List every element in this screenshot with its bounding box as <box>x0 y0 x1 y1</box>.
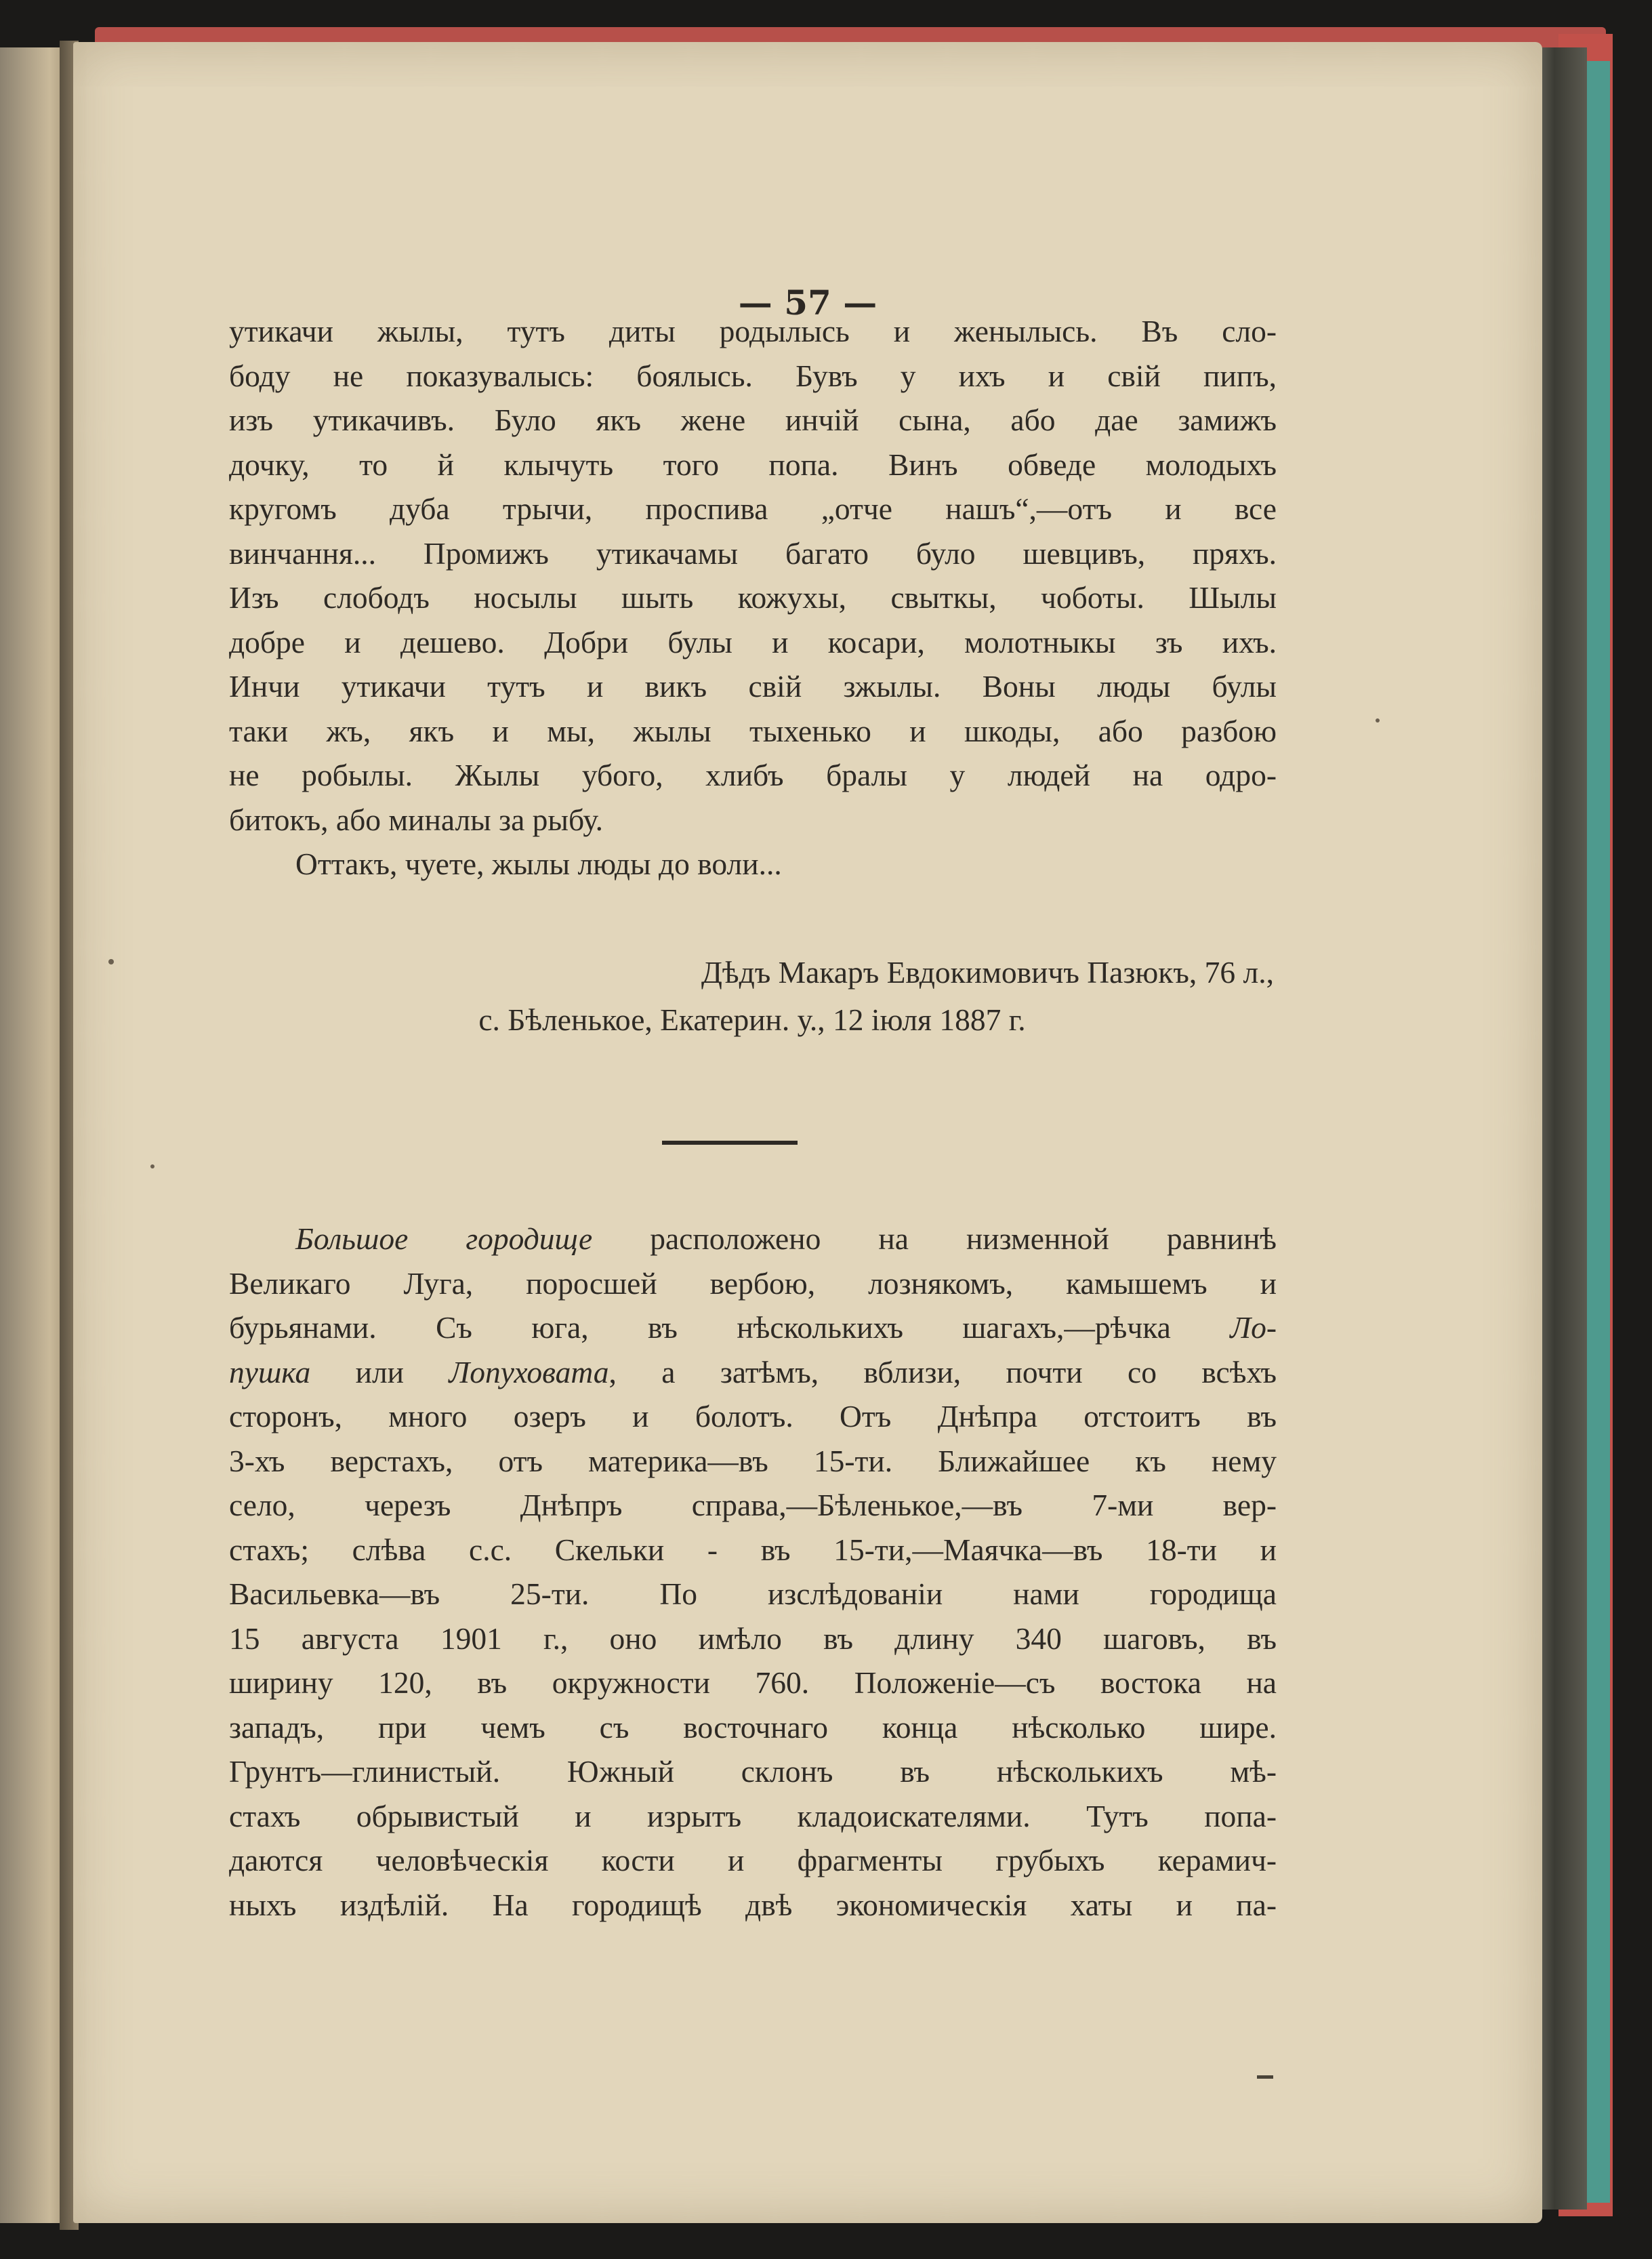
narrator-place-date: с. Бѣленькое, Екатерин. у., 12 іюля 1887 г. <box>478 1002 1026 1037</box>
ink-mark <box>1257 2075 1273 2079</box>
story-line: дочку, то й клычуть того попа. Винъ обведе молодыхъ <box>229 447 1277 482</box>
article-line: западъ, при чемъ съ восточнаго конца нѣсколько шире. <box>229 1709 1277 1745</box>
article-line-text: , а затѣмъ, вблизи, почти со всѣхъ <box>608 1354 1277 1389</box>
ink-speck <box>1376 718 1380 723</box>
story-line: изъ утикачивъ. Було якъ жене инчій сына, або дае замижъ <box>229 403 1277 437</box>
article-line: ширину 120, въ окружности 760. Положеніе—съ востока на <box>229 1665 1277 1700</box>
story-line: добре и дешево. Добри булы и косари, молотныкы зъ ихъ. <box>229 624 1277 659</box>
article-line <box>229 1217 1277 1261</box>
article-line: Васильевка—въ 25-ти. По изслѣдованіи нами городища <box>229 1576 1277 1611</box>
article-line: 3-хъ верстахъ, отъ материка—въ 15-ти. Ближайшее къ нему <box>229 1443 1277 1478</box>
book-edge-teal <box>1583 61 1610 2203</box>
page-number: — 57 — <box>738 283 877 323</box>
article-line: Великаго Луга, поросшей вербою, лознякомъ, камышемъ и <box>229 1265 1277 1301</box>
story-line: Инчи утикачи тутъ и викъ свій зжылы. Воны люды булы <box>229 669 1277 704</box>
story-line: Изъ слободъ носылы шыть кожухы, свыткы, чоботы. Шылы <box>229 580 1277 615</box>
story-line: битокъ, або миналы за рыбу. <box>229 802 603 837</box>
river-name-alt: Лопуховата <box>449 1354 609 1389</box>
article-line: ныхъ издѣлій. На городищѣ двѣ экономическія хаты и па- <box>229 1887 1277 1922</box>
story-line: боду не показувалысь: боялысь. Бувъ у ихъ и свій пипъ, <box>229 358 1277 393</box>
article-line: стахъ; слѣва с.с. Скельки - въ 15-ти,—Маячка—въ 18-ти и <box>229 1532 1277 1567</box>
story-line: таки жъ, якъ и мы, жылы тыхенько и шкоды, або разбою <box>229 713 1277 748</box>
article-line: 15 августа 1901 г., оно имѣло въ длину 340 шаговъ, въ <box>229 1621 1277 1656</box>
article-line: Грунтъ—глинистый. Южный склонъ въ нѣсколькихъ мѣ- <box>229 1754 1277 1789</box>
article-line <box>229 1350 1277 1395</box>
article-line-text: бурьянами. Съ юга, въ нѣсколькихъ шагахъ,—рѣчка <box>229 1310 1231 1345</box>
article-line: стахъ обрывистый и изрытъ кладоискателями. Тутъ попа- <box>229 1798 1277 1833</box>
article-line-text: или <box>310 1354 449 1389</box>
story-text <box>229 309 1277 887</box>
story-line: утикачи жылы, тутъ диты родылысь и женылысь. Въ сло- <box>229 314 1277 348</box>
story-signature <box>230 949 1274 1044</box>
article-line-text: расположено на низменной равнинѣ <box>592 1221 1277 1256</box>
article-line: село, черезъ Днѣпръ справа,—Бѣленькое,—въ 7-ми вер- <box>229 1488 1277 1522</box>
ink-speck <box>108 959 114 964</box>
article-line <box>229 1305 1277 1350</box>
article-line: сторонъ, много озеръ и болотъ. Отъ Днѣпра отстоитъ въ <box>229 1399 1277 1433</box>
section-divider <box>662 1141 798 1145</box>
story-line: винчання... Промижъ утикачамы багато було шевцивъ, пряхъ. <box>229 535 1277 571</box>
story-line: кругомъ дуба трычи, проспива „отче нашъ“,—отъ и все <box>229 491 1277 526</box>
article-text <box>229 1217 1277 1927</box>
story-closing: Оттакъ, чуете, жылы люды до воли... <box>295 847 782 881</box>
article-line: даются человѣческія кости и фрагменты грубыхъ керамич- <box>229 1843 1277 1877</box>
narrator-name: Дѣдъ Макаръ Евдокимовичъ Пазюкъ, 76 л., <box>701 955 1274 990</box>
river-name: пушка <box>229 1354 311 1389</box>
river-name: Ло- <box>1230 1310 1277 1345</box>
story-line: не робылы. Жылы убого, хлибъ бралы у людей на одро- <box>229 758 1277 792</box>
ink-speck <box>150 1164 154 1168</box>
article-subject: Большое городище <box>295 1221 593 1256</box>
